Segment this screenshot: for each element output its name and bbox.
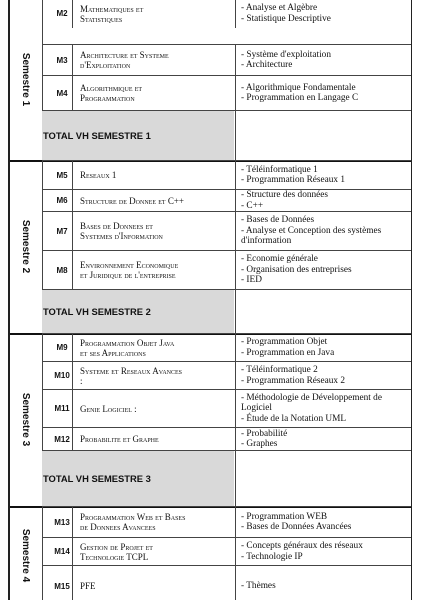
module-row (42, 361, 411, 389)
module-name (72, 190, 235, 211)
module-content-item: - Technologie IP (241, 551, 303, 562)
module-name-line: Genie Logiciel : (80, 403, 137, 414)
module-name-line: Probabilite et Graphe (80, 434, 159, 444)
module-name-lines (80, 83, 142, 103)
module-name (72, 390, 235, 427)
module-content-item: - Architecture (241, 60, 293, 70)
module-content-item: - Système d'exploitation (241, 49, 331, 60)
semester-total-label: TOTAL VH SEMESTRE 1 (43, 130, 151, 141)
module-code: M13 (54, 517, 70, 527)
module-name-line: Gestion de Projet et (80, 541, 153, 552)
module-name-line: Reseaux 1 (80, 170, 117, 180)
module-name-lines (80, 542, 153, 562)
module-code: M12 (54, 434, 70, 444)
module-name-line: Environnement Economique (80, 260, 179, 270)
module-code: M11 (54, 404, 70, 413)
module-content-item: - Programmation WEB (241, 511, 328, 522)
module-content-item: - Economie générale (241, 254, 318, 265)
module-name-line: Programmation Objet Java (80, 337, 175, 348)
module-name-lines (80, 4, 143, 24)
module-content-item: - Méthodologie de Développement de Logiciel (241, 392, 382, 414)
module-name-line: PFE (80, 581, 96, 591)
module-contents (235, 538, 411, 565)
module-name-lines (80, 512, 185, 532)
module-contents (235, 251, 411, 289)
module-name (72, 362, 235, 389)
module-name (72, 507, 235, 537)
module-name-line: Bases de Donnees et (80, 221, 153, 231)
module-contents (235, 334, 411, 361)
module-name-line: Statistiques (80, 13, 123, 24)
module-content-item: - Graphes (241, 439, 278, 449)
module-contents (235, 362, 411, 389)
semester-total-label: TOTAL VH SEMESTRE 2 (43, 306, 151, 317)
module-contents (235, 190, 411, 211)
module-row (42, 211, 411, 250)
semester-total-value (235, 290, 402, 333)
semester-label-text: Semestre 2 (20, 219, 32, 274)
module-contents (235, 76, 411, 110)
module-content-item: - Programmation en Langage C (241, 93, 359, 103)
module-code: M4 (56, 88, 68, 98)
semester-total-value (235, 111, 402, 160)
module-name-line: Mathematiques et (80, 3, 144, 14)
module-row (42, 537, 411, 565)
module-name-line: Algorithmique et (80, 83, 143, 93)
module-row (42, 160, 411, 189)
module-row (42, 389, 411, 427)
module-name-lines (80, 434, 159, 444)
module-content-item: - Probabilité (241, 428, 288, 439)
module-content-item: - Bases de Données Avancées (241, 522, 352, 532)
module-contents (235, 212, 411, 250)
module-name-line: et Juridique de l'entreprise (80, 270, 176, 280)
module-content-item: - Programmation Objet (241, 337, 328, 347)
module-code: M9 (56, 343, 68, 352)
module-content-item: - Programmation en Java (241, 347, 335, 358)
module-name-line: Programmation Web et Bases (80, 512, 186, 522)
module-content-item: - Bases de Données (241, 215, 315, 226)
module-content-item: - Algorithmique Fondamentale (241, 82, 356, 93)
module-code: M10 (54, 371, 70, 380)
semester-total-label: TOTAL VH SEMESTRE 3 (43, 473, 151, 484)
module-name-lines (80, 196, 184, 206)
module-name-line: : (80, 375, 83, 386)
module-name-line: Programmation (80, 93, 135, 103)
module-name-line: Architecture et Systeme (80, 50, 169, 60)
semester-total (42, 290, 234, 333)
module-code: M14 (54, 547, 70, 556)
module-content-item: - Téléinformatique 2 (241, 365, 318, 375)
module-name-line: Technologie TCPL (80, 551, 149, 562)
module-contents (235, 507, 411, 537)
module-contents (235, 390, 411, 427)
module-row (42, 333, 411, 361)
module-code: M8 (56, 265, 68, 275)
semester-total (42, 111, 234, 160)
module-content-item: - Organisation des entreprises (241, 264, 352, 275)
module-content-item: - Analyse et Conception des systèmes d'information (241, 225, 382, 247)
module-contents (235, 0, 411, 28)
module-content-item: - C++ (241, 200, 264, 211)
module-content-item: - Programmation Réseaux 1 (241, 175, 346, 185)
module-name (72, 566, 235, 600)
module-content-item: - Programmation Réseaux 2 (241, 375, 346, 386)
module-contents (235, 428, 411, 450)
module-code: M7 (56, 226, 68, 236)
module-name-lines (80, 170, 116, 180)
module-code: M3 (56, 55, 68, 65)
semester-label-text: Semestre 4 (20, 528, 32, 583)
module-contents (235, 161, 411, 189)
module-name-lines (80, 404, 137, 414)
module-contents (235, 45, 411, 75)
module-content-item: - IED (241, 275, 262, 286)
module-name-lines (80, 581, 96, 591)
module-content-item: - Analyse et Algèbre (241, 3, 318, 13)
module-name-lines (80, 260, 178, 280)
module-code: M6 (56, 196, 68, 205)
module-content-item: - Concepts généraux des réseaux (241, 541, 363, 551)
module-name-lines (80, 366, 182, 386)
module-name (72, 334, 235, 361)
module-row (42, 250, 411, 289)
module-name (72, 0, 235, 28)
module-content-item: - Thèmes (241, 580, 276, 591)
module-contents (235, 566, 411, 600)
module-name-line: de Donnees Avancees (80, 522, 156, 532)
module-name (72, 428, 235, 450)
module-code: M15 (54, 581, 70, 591)
module-row (42, 565, 411, 600)
module-content-item: - Statistique Descriptive (241, 13, 331, 24)
module-code: M2 (56, 9, 68, 18)
semester-label (10, 160, 42, 333)
module-row (42, 0, 411, 28)
semester-total (42, 451, 234, 506)
module-name-line: Systemes d'Information (80, 231, 163, 241)
module-row (42, 189, 411, 211)
module-name-line: d'Exploitation (80, 60, 131, 70)
semester-label-text: Semestre 1 (20, 52, 32, 106)
module-name-line: Structure de Donnee et C++ (80, 195, 184, 206)
module-content-item: - Téléinformatique 1 (241, 164, 318, 175)
module-row (42, 506, 411, 537)
module-content-item: - Étude de la Notation UML (241, 413, 347, 424)
semester-total-value (235, 451, 402, 506)
module-name (72, 251, 235, 289)
module-name (72, 538, 235, 565)
module-name-lines (80, 221, 163, 241)
module-name (72, 76, 235, 110)
module-name (72, 45, 235, 75)
semester-label (10, 506, 42, 600)
module-row (42, 44, 411, 75)
module-name (72, 161, 235, 189)
module-name-lines (80, 50, 169, 70)
semester-label-text: Semestre 3 (20, 392, 32, 447)
table-right-border (411, 0, 412, 600)
module-name-lines (80, 338, 174, 358)
module-row (42, 427, 411, 450)
module-code: M5 (56, 170, 68, 180)
module-name (72, 212, 235, 250)
module-row (42, 75, 411, 110)
module-name-line: et ses Applications (80, 347, 146, 358)
module-content-item: - Structure des données (241, 190, 329, 200)
semester-label (10, 333, 42, 506)
module-name-line: Systeme et Reseaux Avances (80, 365, 182, 376)
semester-label (10, 0, 42, 160)
